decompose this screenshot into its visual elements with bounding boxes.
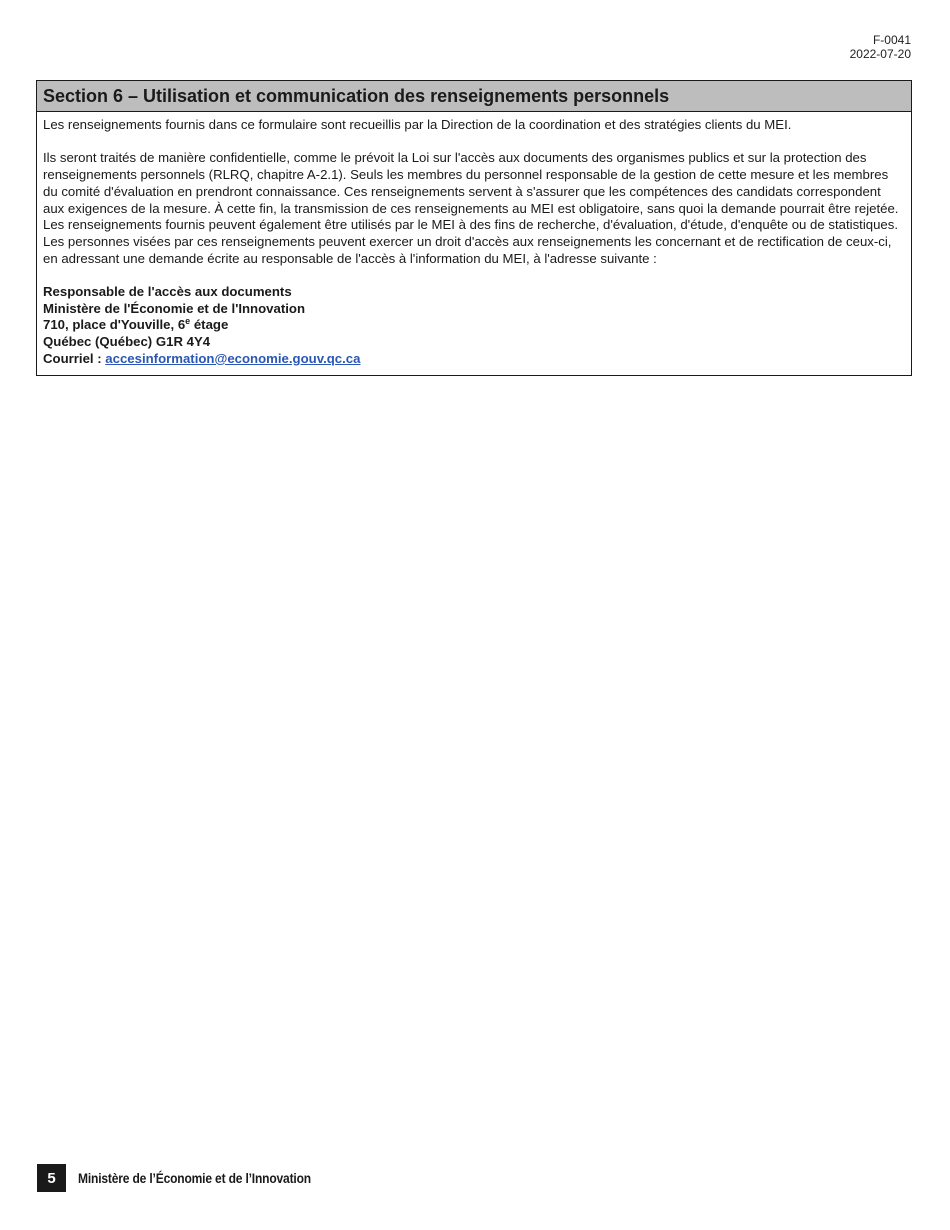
ministry-signature: Ministère de l’Économie et de l’Innovation (78, 1170, 311, 1186)
address-email-line (43, 351, 905, 368)
confidentiality-paragraph: Ils seront traités de manière confidentielle, comme le prévoit la Loi sur l'accès aux documents des organismes publics et sur la protection des renseignements personnels (RLRQ, chapitre A-2.1). Seuls les membres du personnel responsable de la gestion de cette mesure et les membres du comité d'évaluation en prendront connaissance. Ces renseignements servent à s'assurer que les compétences des candidats correspondent aux exigences de la mesure. À cette fin, la transmission de ces renseignements au MEI est obligatoire, sans quoi la demande pourrait être rejetée. Les renseignements fournis peuvent également être utilisés par le MEI à des fins de recherche, d'évaluation, d'étude, d'enquête ou de statistiques. Les personnes visées par ces renseignements peuvent exercer un droit d'accès aux renseignements les concernant et de rectification de ceux-ci, en adressant une demande écrite au responsable de l'accès à l'information du MEI, à l'adresse suivante : (43, 150, 899, 266)
page-number: 5 (37, 1164, 66, 1192)
email-link[interactable]: accesinformation@economie.gouv.qc.ca (105, 350, 361, 366)
address-city: Québec (Québec) G1R 4Y4 (43, 334, 211, 350)
section-6-box (36, 80, 912, 376)
form-identifier (850, 33, 911, 61)
page-footer (37, 1164, 349, 1192)
email-label: Courriel : (43, 350, 106, 366)
address-recipient: Responsable de l'accès aux documents (43, 284, 292, 299)
address-street-main: 710, place d'Youville, 6 (43, 317, 186, 333)
form-code: F-0041 (872, 33, 911, 47)
form-date: 2022-07-20 (849, 47, 911, 61)
section-title: Section 6 – Utilisation et communication des renseignements personnels (37, 81, 911, 112)
collection-paragraph: Les renseignements fournis dans ce formulaire sont recueillis par la Direction de la coordination et des stratégies clients du MEI. (43, 117, 792, 132)
section-body (37, 112, 911, 375)
address-street (43, 317, 905, 334)
address-street-superscript: e (185, 316, 191, 327)
contact-address (43, 284, 905, 368)
address-ministry: Ministère de l'Économie et de l'Innovation (43, 300, 306, 316)
address-street-floor: étage (190, 317, 229, 333)
